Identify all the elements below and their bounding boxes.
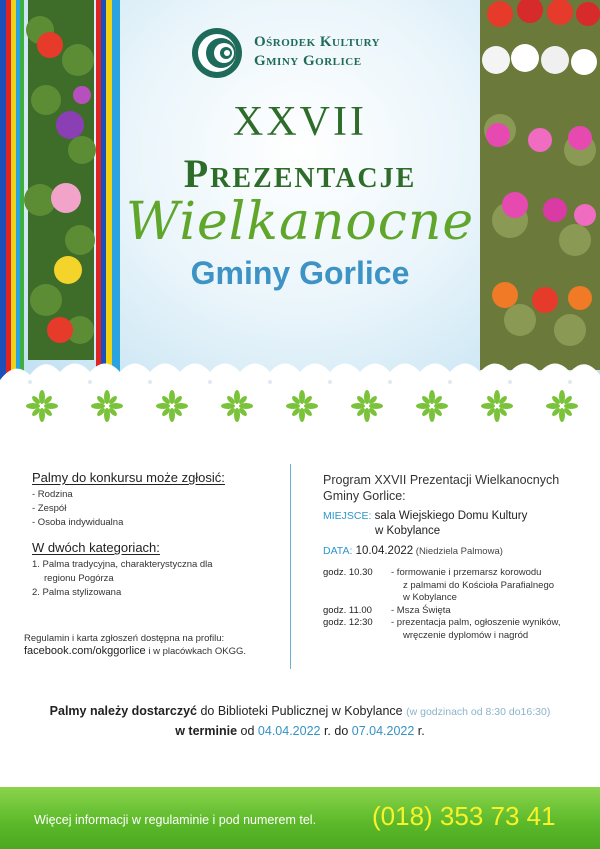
column-divider bbox=[290, 464, 291, 669]
edition-number: XXVII bbox=[233, 99, 367, 145]
logo-text-line1: Ośrodek Kultury bbox=[254, 34, 381, 50]
category-item-continued: regionu Pogórza bbox=[44, 573, 114, 584]
schedule bbox=[323, 567, 588, 642]
lace-border-decoration bbox=[0, 350, 600, 430]
swirl-logo-icon bbox=[190, 26, 244, 80]
schedule-item bbox=[323, 617, 588, 642]
delivery-place: do Biblioteki Publicznej w Kobylance bbox=[196, 704, 407, 718]
footer-info-text: Więcej informacji w regulaminie i pod numerem tel. bbox=[34, 813, 317, 827]
program-title-continued: Gminy Gorlice: bbox=[323, 489, 406, 503]
date-label: DATA: bbox=[323, 545, 353, 557]
schedule-desc: - formowanie i przemarsz korowodu bbox=[391, 567, 542, 578]
submitter-item: - Rodzina bbox=[32, 489, 73, 500]
title-main: Prezentacje bbox=[183, 151, 417, 196]
delivery-hours: (w godzinach od 8:30 do16:30) bbox=[406, 706, 551, 718]
title-script: Wielkanocne bbox=[125, 192, 475, 252]
place-value-continued: w Kobylance bbox=[375, 525, 441, 537]
facebook-link[interactable]: facebook.com/okggorlice bbox=[24, 645, 146, 657]
regulations-note-rest: i w placówkach OKGG. bbox=[145, 646, 246, 657]
delivery-date-line bbox=[0, 724, 600, 738]
schedule-desc-continued: wręczenie dyplomów i nagród bbox=[403, 629, 529, 641]
title-subtitle: Gminy Gorlice bbox=[190, 255, 410, 291]
category-item: 1. Palma tradycyjna, charakterystyczna dla bbox=[32, 559, 213, 570]
schedule-time: godz. 12:30 bbox=[323, 617, 373, 628]
program-title: Program XXVII Prezentacji Wielkanocnych bbox=[323, 473, 560, 487]
submitter-item: - Osoba indywidualna bbox=[32, 517, 124, 528]
program-column bbox=[323, 472, 588, 642]
delivery-term-bold: w terminie bbox=[175, 724, 238, 738]
schedule-time: godz. 10.30 bbox=[323, 567, 373, 578]
delivery-date-from: 04.04.2022 bbox=[257, 724, 321, 738]
schedule-item bbox=[323, 605, 588, 618]
footer-phone-number[interactable]: (018) 353 73 41 bbox=[372, 801, 556, 831]
footer-bar bbox=[0, 787, 600, 849]
category-item: 2. Palma stylizowana bbox=[32, 587, 122, 598]
schedule-desc-continued: w Kobylance bbox=[403, 592, 457, 603]
schedule-time: godz. 11.00 bbox=[323, 604, 372, 616]
schedule-desc: - Msza Święta bbox=[391, 604, 451, 616]
schedule-desc: - prezentacja palm, ogłoszenie wyników, bbox=[391, 617, 561, 628]
delivery-mid-text: r. do bbox=[320, 724, 352, 738]
delivery-date-to: 07.04.2022 bbox=[351, 724, 415, 738]
delivery-place-line bbox=[0, 704, 600, 718]
regulations-note bbox=[24, 632, 284, 658]
date-note: (Niedziela Palmowa) bbox=[413, 546, 503, 557]
schedule-desc-continued: z palmami do Kościoła Parafialnego bbox=[403, 579, 555, 591]
place-value: sala Wiejskiego Domu Kultury bbox=[371, 510, 528, 522]
categories-heading: W dwóch kategoriach: bbox=[32, 540, 160, 555]
submitter-item: - Zespół bbox=[32, 503, 67, 514]
submitters-heading: Palmy do konkursu może zgłosić: bbox=[32, 470, 225, 485]
logo-text-line2: Gminy Gorlice bbox=[254, 53, 362, 69]
contest-rules-column bbox=[32, 470, 277, 600]
delivery-from-text: od bbox=[237, 724, 258, 738]
delivery-end-text: r. bbox=[414, 724, 425, 738]
schedule-item bbox=[323, 567, 588, 605]
place-label: MIEJSCE: bbox=[323, 510, 372, 522]
okgg-logo bbox=[190, 26, 420, 82]
regulations-note-line: Regulamin i karta zgłoszeń dostępna na profilu: bbox=[24, 633, 225, 644]
date-value: 10.04.2022 bbox=[352, 545, 414, 557]
delivery-bold: Palmy należy dostarczyć bbox=[49, 704, 197, 718]
